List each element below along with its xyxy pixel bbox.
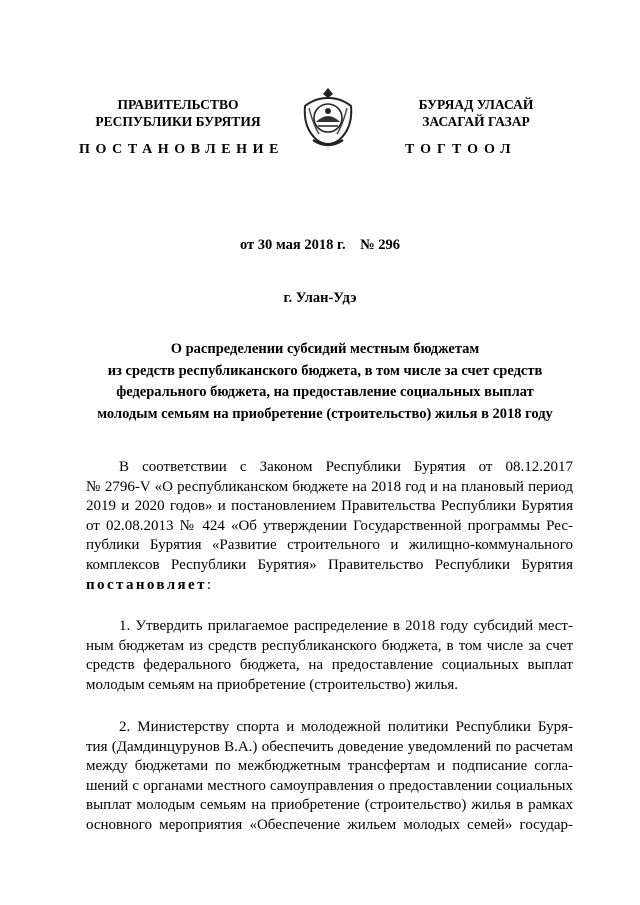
body-line: публики Бурятия «Развитие строительного и жилищно-коммунального <box>86 537 573 554</box>
header-right-line1: БУРЯАД УЛАСАЙ <box>418 97 534 112</box>
body-line: № 2796-V «О республиканском бюджете на 2018 год и на плановый период <box>86 478 573 495</box>
header-right-line2: ЗАСАГАЙ ГАЗАР <box>422 114 530 129</box>
header-left-line2: РЕСПУБЛИКИ БУРЯТИЯ <box>95 114 261 129</box>
body-line: между бюджетами по межбюджетным трансфертам и подписание согла- <box>86 758 573 775</box>
body-line: комплексов Республики Бурятия» Правительство Республики Бурятия <box>86 556 573 573</box>
body-line: средств федерального бюджета, на предоставление социальных выплат <box>86 657 573 674</box>
header-left-block <box>88 96 268 130</box>
header-right-block <box>396 96 556 130</box>
body-line: от 02.08.2013 № 424 «Об утверждении Государственной программы Рес- <box>86 517 573 534</box>
header-left-line1: ПРАВИТЕЛЬСТВО <box>117 97 239 112</box>
document-city: г. Улан-Удэ <box>283 290 357 306</box>
document-title <box>60 339 590 425</box>
paragraph-preamble <box>86 458 573 595</box>
paragraph-item-2 <box>86 718 573 836</box>
body-line: шений с органами местного самоуправления о предоставлении социальных <box>86 777 573 794</box>
body-line: основного мероприятия «Обеспечение жильем молодых семей» государ- <box>86 816 573 833</box>
resolves-colon: : <box>206 576 212 593</box>
title-line: федерального бюджета, на предоставление социальных выплат <box>116 384 534 400</box>
doctype-right: ТОГТООЛ <box>405 142 517 157</box>
body-line-resolves <box>86 576 573 596</box>
document-date-number: от 30 мая 2018 г. № 296 <box>239 237 401 253</box>
body-line: тия (Дамдинцурунов В.А.) обеспечить доведение уведомлений по расчетам <box>86 738 573 755</box>
resolves-word: постановляет <box>86 576 207 593</box>
paragraph-item-1 <box>86 617 573 695</box>
title-line: из средств республиканского бюджета, в том числе за счет средств <box>107 362 543 379</box>
coat-of-arms-emblem <box>297 84 359 152</box>
body-line: 2019 и 2020 годов» и постановлением Правительства Республики Бурятия <box>86 498 573 515</box>
doctype-left: ПОСТАНОВЛЕНИЕ <box>79 142 285 157</box>
body-line: В соответствии с Законом Республики Бурятия от 08.12.2017 <box>119 459 573 475</box>
body-line: 2. Министерству спорта и молодежной политики Республики Буря- <box>119 719 573 735</box>
body-line: молодым семьям на приобретение (строительство) жилья. <box>86 676 458 693</box>
title-line: молодым семьям на приобретение (строительство) жилья в 2018 году <box>97 405 553 422</box>
body-line: выплат молодым семьям на приобретение (строительство) жилья в рамках <box>86 797 573 814</box>
body-line: ным бюджетам из средств республиканского бюджета, в том числе за счет <box>86 637 573 654</box>
body-line: 1. Утвердить прилагаемое распределение в 2018 году субсидий мест- <box>119 618 573 634</box>
title-line: О распределении субсидий местным бюджетам <box>170 341 480 357</box>
